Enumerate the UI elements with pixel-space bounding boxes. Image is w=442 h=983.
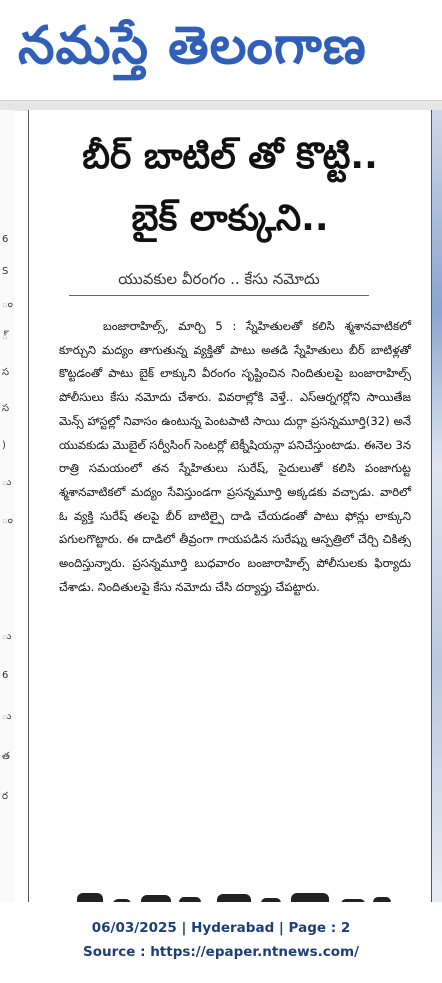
source-url: Source : https://epaper.ntnews.com/ bbox=[82, 944, 360, 960]
masthead bbox=[0, 0, 442, 100]
cropped-text-fragment: ు bbox=[2, 631, 12, 642]
article-body: బంజారాహిల్స్, మార్చి 5 : స్నేహితులతో కలిసి శ్మశానవాటికలో కూర్చుని మద్యం తాగుతున్న వ్యక్తితో పాటు అతడి స్నేహితులు బీర్ బాటిళ్లతో కొట్టడంతో పాటు బైక్ లాక్కుని వీరంగం సృష్టించిన నిందితులపై బంజారాహిల్స్ పోలీసులు కేసు నమోదు చేశారు. వివరాల్లోకి వెళ్తే.. ఎస్ఆర్నగర్లోని సాయితేజ మెన్స్ హాస్టల్లో నివాసం ఉంటున్న పెంటపాటి సాయి దుర్గా ప్రసన్నమూర్తి(32) అనే యువకుడు మొబైల్ సర్వీసింగ్ సెంటర్లో టెక్నీషియన్గా పనిచేస్తుంటాడు. ఈనెల 3న రాత్రి సమయంలో తన స్నేహితులు సురేష్, సైదులుతో కలిసి పంజాగుట్ట శ్మశానవాటికలో మద్యం సేవిస్తుండగా ప్రసన్నమూర్తి అక్కడకు వచ్చాడు. వారిలో ఓ వ్యక్తి సురేష్ తలపై బీర్ బాటిల్పై దాడి చేయడంతో పాటు ఫోన్లు లాక్కుని పగులగొట్టారు. ఈ దాడిలో తీవ్రంగా గాయపడిన సురేష్ను ఆస్పత్రిలో చేర్చి చికిత్స అందిస్తున్నారు. ప్రసన్నమూర్తి బుధవారం బంజారాహిల్స్ పోలీసులకు ఫిర్యాదు చేశాడు. నిందితులపై కేసు నమోదు చేసి దర్యాప్తు చేపట్టారు. bbox=[59, 319, 411, 594]
cropped-text-fragment: త bbox=[2, 751, 10, 762]
cropped-text-fragment: ర bbox=[2, 791, 8, 802]
cropped-text-fragment: S bbox=[2, 266, 9, 277]
newspaper-logo: నమస్తే తెలంగాణ bbox=[18, 16, 367, 76]
cropped-text-fragment: ్ bbox=[2, 331, 8, 342]
cropped-text-fragment: ) bbox=[2, 440, 6, 451]
subheadline: యువకుల వీరంగం .. కేసు నమోదు bbox=[118, 270, 320, 288]
news-article bbox=[28, 110, 432, 902]
cropped-headline-glyphs bbox=[69, 889, 399, 902]
source-footer bbox=[0, 910, 442, 983]
cropped-text-fragment: 6 bbox=[2, 234, 9, 245]
cropped-text-fragment: ం bbox=[2, 515, 13, 526]
cropped-text-fragment: స bbox=[2, 403, 10, 414]
cropped-text-fragment: ు bbox=[2, 477, 12, 488]
next-article-headline-cropped bbox=[69, 880, 399, 902]
cropped-text-fragment: ం bbox=[2, 299, 13, 310]
adjacent-column-left bbox=[0, 110, 14, 902]
adjacent-photo-right bbox=[432, 110, 442, 902]
edition-info: 06/03/2025 | Hyderabad | Page : 2 bbox=[91, 920, 351, 936]
subheadline-divider bbox=[69, 295, 369, 296]
headline-line-1: బీర్ బాటిల్ తో కొట్టి.. bbox=[82, 136, 378, 177]
cropped-text-fragment: ు bbox=[2, 711, 12, 722]
headline-line-2: బైక్ లాక్కుని.. bbox=[131, 198, 329, 239]
cropped-text-fragment: 6 bbox=[2, 670, 9, 681]
cropped-text-fragment: స bbox=[2, 367, 10, 378]
